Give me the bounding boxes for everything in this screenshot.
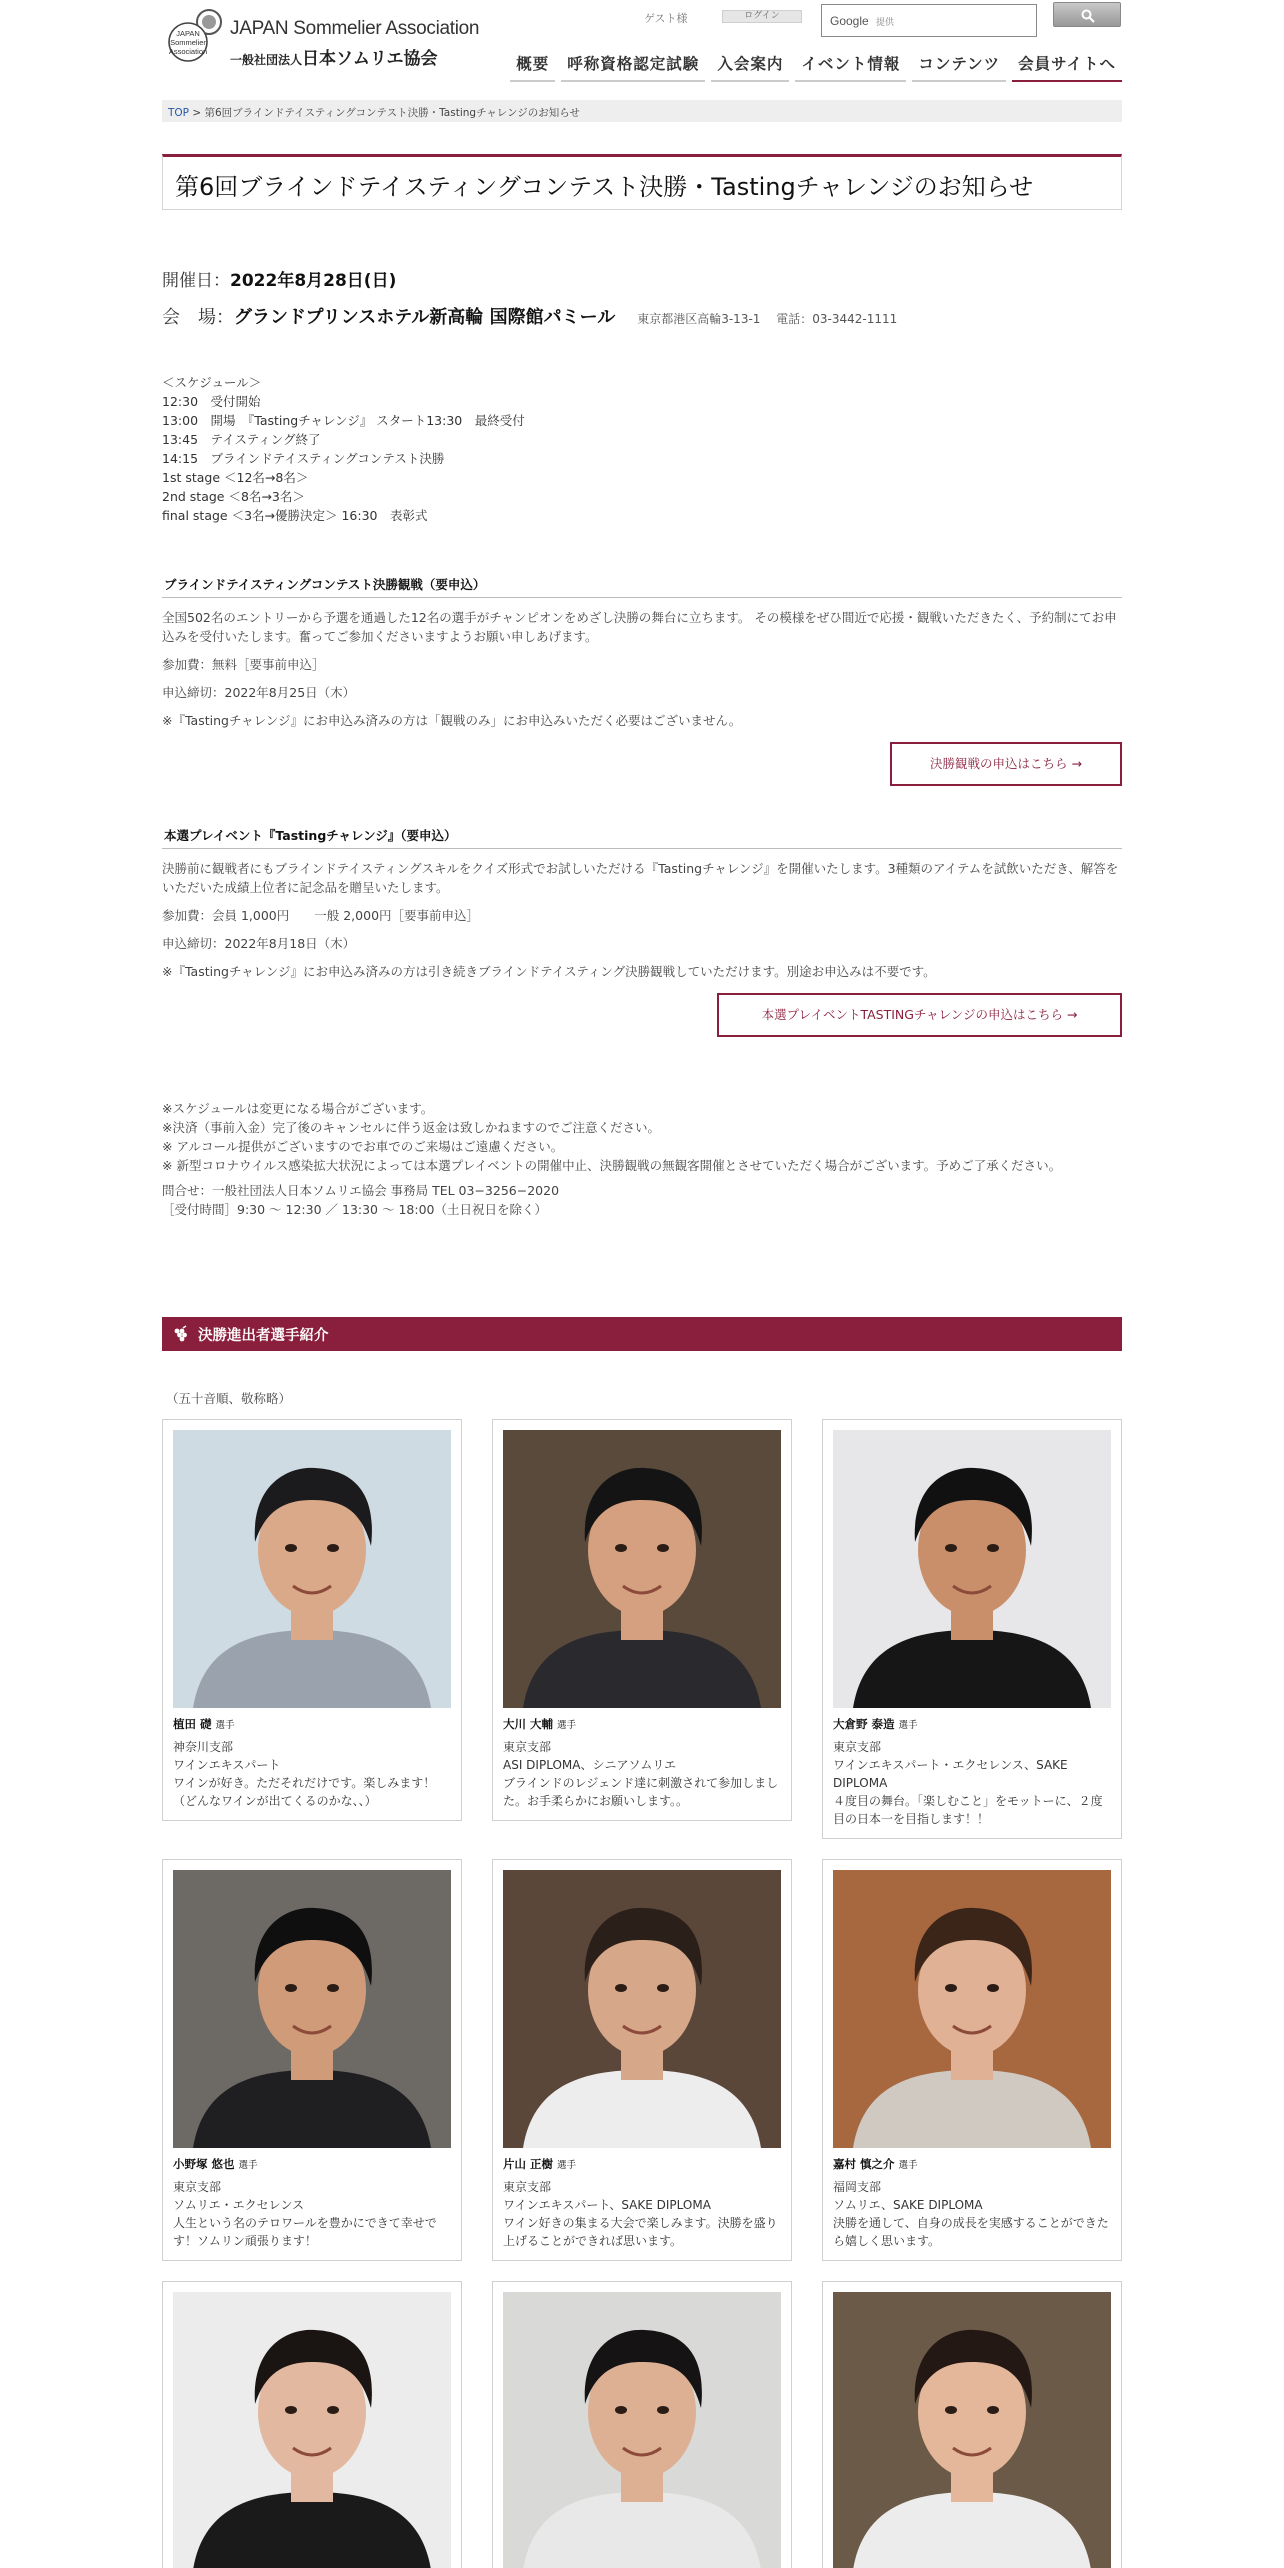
finalist-photo (833, 1870, 1111, 2148)
finalist-message: ブラインドのレジェンド達に刺激されて参加しました。お手柔らかにお願いします。。 (503, 1776, 779, 1808)
finalist-message: ４度目の舞台。「楽しむこと」をモットーに、２度目の日本一を目指します！！ (833, 1794, 1103, 1826)
contact-block (162, 1181, 1122, 1219)
finalist-card (822, 1859, 1122, 2261)
schedule-line: 13:45 テイスティング終了 (162, 432, 321, 447)
logo-english-text: JAPAN Sommelier Association (230, 18, 480, 39)
finalist-card (822, 1419, 1122, 1839)
schedule-line: 14:15 ブラインドテイスティングコンテスト決勝 (162, 451, 445, 466)
finalist-name: 嘉村 慎之介 選手 (833, 2157, 918, 2171)
section1-deadline: 申込締切：2022年8月25日（木） (162, 685, 356, 700)
search-input[interactable] (821, 4, 1037, 37)
breadcrumb-separator: > (189, 107, 205, 119)
section2-body: 決勝前に観戦者にもブラインドテイスティングスキルをクイズ形式でお試しいただける『Tastingチャレンジ』を開催いたします。3種類のアイテムを試飲いただき、解答をいただいた成績上位者に記念品を贈呈いたします。 (162, 861, 1119, 895)
finalist-credentials: ソムリエ、SAKE DIPLOMA (833, 2198, 983, 2212)
finalist-credentials: ソムリエ・エクセレンス (173, 2198, 304, 2212)
finalist-photo (833, 2292, 1111, 2568)
breadcrumb-top-link[interactable]: TOP (168, 107, 190, 119)
global-nav (504, 52, 1122, 82)
note-line: ※決済（事前入金）完了後のキャンセルに伴う返金は致しかねますのでご注意ください。 (162, 1120, 660, 1135)
finalist-credentials: ASI DIPLOMA、シニアソムリエ (503, 1758, 677, 1772)
finalist-card (162, 1859, 462, 2261)
schedule-line: final stage ＜3名→優勝決定＞ 16:30 表彰式 (162, 508, 428, 523)
finalist-photo (503, 1870, 781, 2148)
finalist-branch: 東京支部 (503, 1740, 552, 1754)
site-logo[interactable] (168, 6, 480, 70)
google-brand-text: Google (830, 14, 869, 28)
finalist-photo (173, 1430, 451, 1708)
finalist-photo (503, 2292, 781, 2568)
page-title: 第6回ブラインドテイスティングコンテスト決勝・Tastingチャレンジのお知らせ (162, 154, 1122, 210)
finalist-card (822, 2281, 1122, 2568)
grapes-icon (172, 1325, 190, 1343)
breadcrumb-current: 第6回ブラインドテイスティングコンテスト決勝・Tastingチャレンジのお知らせ (204, 107, 580, 119)
nav-item-1[interactable]: 呼称資格認定試験 (561, 52, 705, 82)
section-heading-tasting-challenge: 本選プレイベント『Tastingチャレンジ』（要申込） (162, 826, 1122, 849)
finalist-message: 決勝を通して、自身の成長を実感することができたら嬉しく思います。 (833, 2216, 1109, 2248)
finalist-name: 大川 大輔 選手 (503, 1717, 577, 1731)
section2-deadline: 申込締切：2022年8月18日（木） (162, 936, 356, 951)
finalist-branch: 福岡支部 (833, 2180, 882, 2194)
schedule-line: 2nd stage ＜8名→3名＞ (162, 489, 305, 504)
finalist-card (492, 1419, 792, 1821)
nav-item-0[interactable]: 概要 (510, 52, 555, 82)
finalist-card (492, 2281, 792, 2568)
finalist-photo (503, 1430, 781, 1708)
finalists-order-note: （五十音順、敬称略） (166, 1391, 292, 1406)
section1-note: ※『Tastingチャレンジ』にお申込み済みの方は「観戦のみ」にお申込みいただく必要はございません。 (162, 713, 742, 728)
nav-item-2[interactable]: 入会案内 (711, 52, 789, 82)
login-button[interactable]: ログイン (722, 10, 802, 23)
finalist-photo (833, 1430, 1111, 1708)
player-suffix: 選手 (898, 1720, 918, 1731)
finalist-card (162, 1419, 462, 1821)
player-suffix: 選手 (898, 2160, 918, 2171)
svg-text:Sommelier: Sommelier (170, 38, 206, 47)
finalists-heading: 決勝進出者選手紹介 (198, 1327, 329, 1344)
finalist-name: 小野塚 悠也 選手 (173, 2157, 258, 2171)
finalist-branch: 東京支部 (833, 1740, 882, 1754)
finalist-branch: 東京支部 (503, 2180, 552, 2194)
finalist-message: ワインが好き。ただそれだけです。楽しみます！（どんなワインが出てくるのかな、、） (173, 1776, 436, 1808)
finalist-name: 片山 正樹 選手 (503, 2157, 577, 2171)
finalist-credentials: ワインエキスパート (173, 1758, 281, 1772)
finalist-card (492, 1859, 792, 2261)
player-suffix: 選手 (557, 2160, 577, 2171)
finalist-credentials: ワインエキスパート・エクセレンス、SAKE DIPLOMA (833, 1758, 1068, 1790)
schedule-line: 1st stage ＜12名→8名＞ (162, 470, 309, 485)
finalist-branch: 神奈川支部 (173, 1740, 234, 1754)
player-suffix: 選手 (557, 1720, 577, 1731)
finalist-name: 植田 礎 選手 (173, 1717, 235, 1731)
section1-fee: 参加費：無料［要事前申込］ (162, 657, 325, 672)
tasting-challenge-apply-button[interactable]: 本選プレイベントTASTINGチャレンジの申込はこちら → (717, 993, 1122, 1037)
section-heading-final-viewing: ブラインドテイスティングコンテスト決勝観戦（要申込） (162, 575, 1122, 598)
player-suffix: 選手 (215, 1720, 235, 1731)
finalist-card (162, 2281, 462, 2568)
note-line: ※スケジュールは変更になる場合がございます。 (162, 1101, 434, 1116)
finalist-photo (173, 1870, 451, 2148)
event-venue: 会 場：グランドプリンスホテル新高輪 国際館パミール 東京都港区高輪3-13-1 電話：03-3442-1111 (162, 307, 898, 328)
section1-body: 全国502名のエントリーから予選を通過した12名の選手がチャンピオンをめざし決勝の舞台に立ちます。 その模様をぜひ間近で応援・観戦いただきたく、予約制にてお申込みを受付いたします。奮ってご参加くださいますようお願い申しあげます。 (162, 610, 1117, 644)
search-button[interactable] (1053, 2, 1121, 27)
venue-address: 東京都港区高輪3-13-1 電話：03-3442-1111 (637, 312, 898, 326)
finalist-message: ワイン好きの集まる大会で楽しみます。決勝を盛り上げることができれば思います。 (503, 2216, 778, 2248)
finalist-credentials: ワインエキスパート、SAKE DIPLOMA (503, 2198, 711, 2212)
search-placeholder: 提供 (876, 17, 895, 27)
finalist-branch: 東京支部 (173, 2180, 222, 2194)
finalists-heading-bar (162, 1317, 1122, 1351)
page (162, 0, 1122, 2568)
finalist-photo (173, 2292, 451, 2568)
logo-japanese-text: 一般社団法人日本ソムリエ協会 (230, 49, 438, 69)
player-suffix: 選手 (238, 2160, 258, 2171)
section2-note: ※『Tastingチャレンジ』にお申込み済みの方は引き続きブラインドテイスティング決勝観戦していただけます。別途お申込みは不要です。 (162, 964, 936, 979)
notes-block (162, 1099, 1122, 1175)
nav-item-4[interactable]: コンテンツ (912, 52, 1006, 82)
contact-line: 問合せ：一般社団法人日本ソムリエ協会 事務局 TEL 03−3256−2020 (162, 1183, 560, 1198)
final-viewing-apply-button[interactable]: 決勝観戦の申込はこちら → (890, 742, 1122, 786)
schedule-block (162, 373, 1122, 525)
guest-label: ゲスト様 (644, 12, 688, 25)
finalist-name: 大倉野 泰造 選手 (833, 1717, 918, 1731)
contact-line: ［受付時間］9:30 ～ 12:30 ／ 13:30 ～ 18:00（土日祝日を除く） (162, 1202, 547, 1217)
note-line: ※ 新型コロナウイルス感染拡大状況によっては本選プレイベントの開催中止、決勝観戦の無観客開催とさせていただく場合がございます。予めご了承ください。 (162, 1158, 1062, 1173)
schedule-line: ＜スケジュール＞ (162, 375, 262, 390)
nav-item-3[interactable]: イベント情報 (795, 52, 906, 82)
section2-fee: 参加費：会員 1,000円 一般 2,000円［要事前申込］ (162, 908, 480, 923)
breadcrumb (162, 100, 1122, 122)
schedule-line: 12:30 受付開始 (162, 394, 261, 409)
finalists-grid (162, 1419, 1122, 2568)
nav-item-5[interactable]: 会員サイトへ (1012, 52, 1122, 82)
svg-text:JAPAN: JAPAN (176, 29, 200, 38)
logo-mark-icon (168, 8, 226, 70)
svg-text:Association: Association (168, 47, 208, 56)
schedule-line: 13:00 開場 『Tastingチャレンジ』 スタート13:30 最終受付 (162, 413, 525, 428)
site-header (162, 0, 1122, 96)
event-date: 開催日：2022年8月28日(日) (162, 271, 397, 291)
note-line: ※ アルコール提供がございますのでお車でのご来場はご遠慮ください。 (162, 1139, 564, 1154)
search-icon (1081, 9, 1095, 23)
finalist-message: 人生という名のテロワールを豊かにできて幸せです！ソムリン頑張ります！ (173, 2216, 437, 2248)
